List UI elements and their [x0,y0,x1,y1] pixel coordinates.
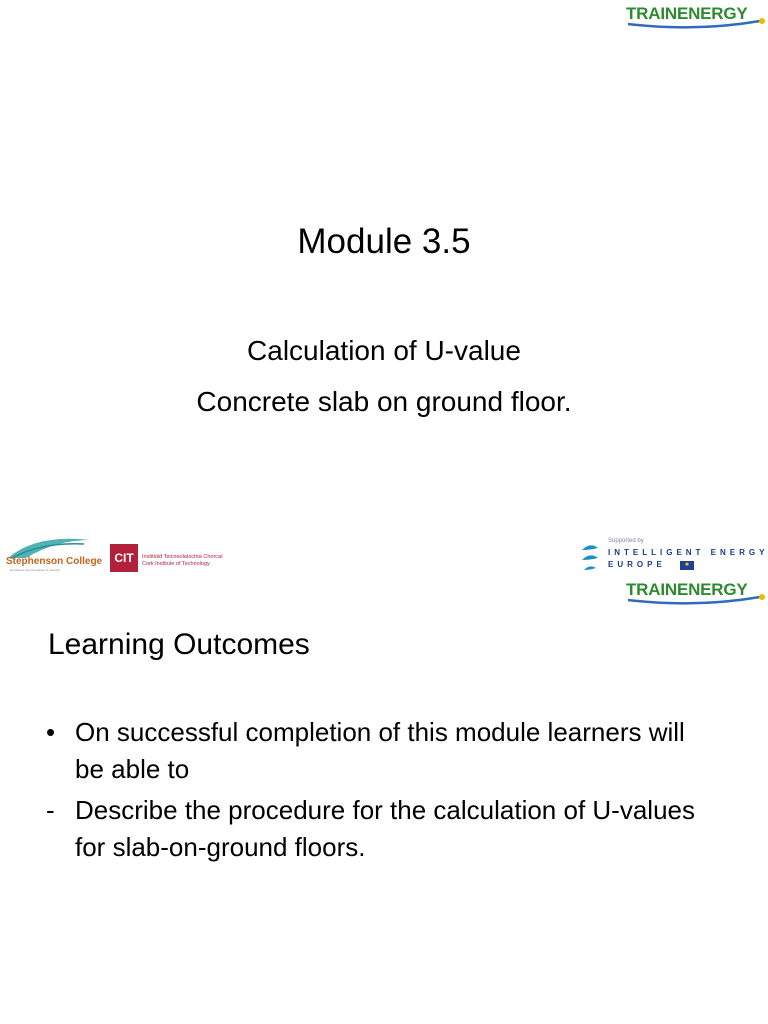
trainenergy-logo-2 [626,580,766,610]
cit-mark: CIT [110,544,138,572]
stephenson-college-name: Stephenson College [6,556,103,567]
cit-line-2: Cork Institute of Technology [142,561,210,567]
iee-line-1: INTELLIGENT ENERGY [608,548,768,557]
cit-logo [110,544,230,574]
dash-marker: - [46,795,55,825]
stephenson-college-logo [6,534,103,574]
trainenergy-logo-text-2: TRAINENERGY [626,580,748,599]
iee-line-2: EUROPE [608,560,666,569]
subtitle-line-1: Calculation of U-value [247,335,521,366]
outcome-item-1-text: On successful completion of this module learners will be able to [75,717,685,784]
subtitle-line-2: Concrete slab on ground floor. [196,386,572,417]
iee-leaf-icon [580,542,600,572]
logo-swoosh-icon [626,18,766,32]
trainenergy-logo-text: TRAINENERGY [626,4,748,23]
intelligent-energy-europe-logo [580,538,768,572]
slide-learning-outcomes [0,580,768,1024]
logo-swoosh-icon-2 [626,594,766,608]
cit-line-1: Institiúid Teicneolaíochta Chorcaí [142,554,223,560]
iee-supported-by: Supported by [608,538,644,544]
eu-flag-icon: ✱ [680,561,694,570]
module-title: Module 3.5 [297,222,471,261]
learning-outcomes-heading: Learning Outcomes [48,628,310,661]
stephenson-college-tagline: Excellence and Innovation in learning [10,568,60,572]
bullet-marker: • [46,717,56,747]
outcome-item-2-text: Describe the procedure for the calculation of U-values for slab-on-ground floors. [75,795,695,862]
trainenergy-logo [626,4,766,34]
